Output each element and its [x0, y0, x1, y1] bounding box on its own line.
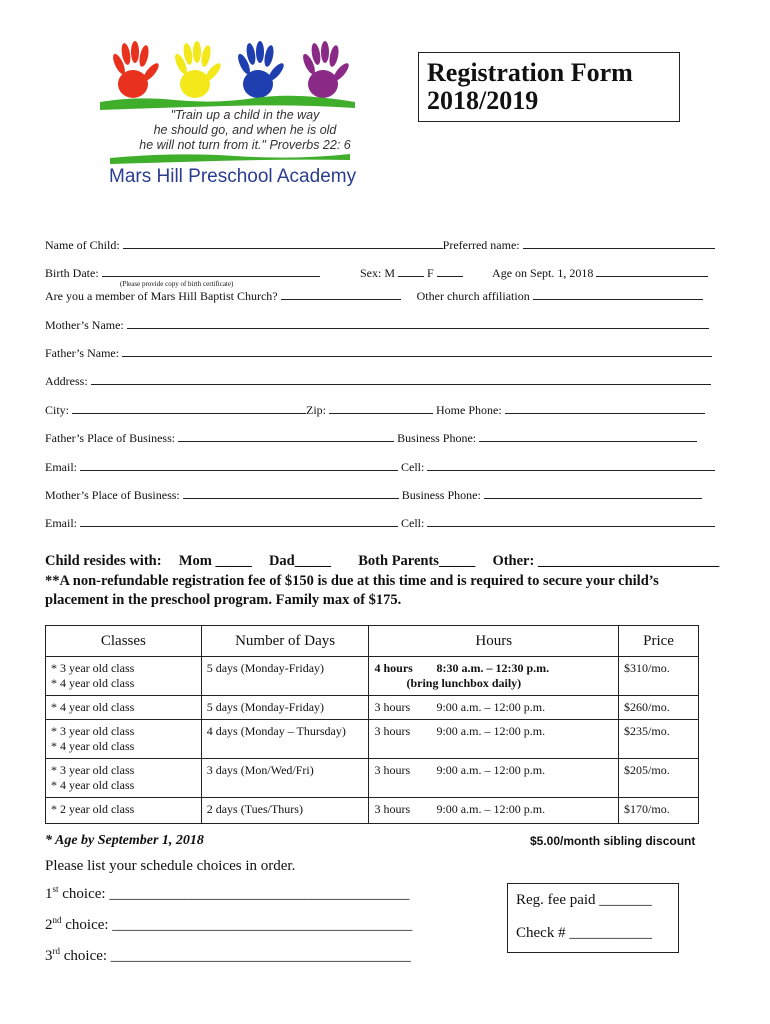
mothers-email-field[interactable] — [80, 516, 398, 527]
purple-handprint-icon — [301, 41, 351, 98]
form-title: Registration Form — [427, 58, 633, 87]
price-cell: $235/mo. — [619, 720, 699, 759]
header-price: Price — [619, 626, 699, 657]
choice-3-suffix: rd — [52, 946, 60, 956]
age-label: Age on Sept. 1, 2018 — [492, 266, 594, 280]
city-field[interactable] — [72, 403, 306, 414]
fathers-email-field[interactable] — [80, 460, 398, 471]
class-item: * 4 year old class — [51, 700, 135, 714]
preferred-name-field[interactable] — [523, 238, 715, 249]
church-member-label: Are you a member of Mars Hill Baptist Church? — [45, 289, 278, 303]
form-year: 2018/2019 — [427, 86, 539, 115]
row-mothers-name — [45, 318, 709, 333]
fathers-name-field[interactable] — [122, 346, 712, 357]
time-cell: 9:00 a.m. – 12:00 p.m. — [436, 802, 546, 816]
class-item: * 4 year old class — [51, 778, 135, 792]
mothers-business-phone-field[interactable] — [484, 488, 702, 499]
header-hours: Hours — [369, 626, 619, 657]
choice-3-label: choice: ________________________________________ — [60, 948, 411, 964]
choice-1-number: 1 — [45, 886, 53, 902]
class-item: * 3 year old class — [51, 661, 135, 675]
yellow-handprint-icon — [173, 41, 223, 98]
resides-mom[interactable]: Mom _____ — [178, 553, 252, 569]
time-cell: 9:00 a.m. – 12:00 p.m. — [436, 724, 546, 738]
cell-label-2: Cell: — [401, 516, 425, 530]
mothers-cell-field[interactable] — [427, 516, 715, 527]
mothers-name-field[interactable] — [127, 318, 709, 329]
class-item: * 4 year old class — [51, 676, 135, 690]
fathers-cell-field[interactable] — [427, 460, 715, 471]
sex-f-field[interactable] — [437, 266, 463, 277]
age-field[interactable] — [596, 266, 708, 277]
blue-handprint-icon — [236, 41, 286, 98]
hours-cell: 3 hours — [374, 763, 411, 777]
title-box — [418, 52, 680, 122]
table-row — [46, 720, 699, 759]
price-cell: $260/mo. — [619, 696, 699, 720]
choice-2-suffix: nd — [52, 915, 62, 925]
sibling-discount: $5.00/month sibling discount — [530, 834, 696, 848]
address-label: Address: — [45, 374, 88, 388]
row-email-2 — [45, 516, 715, 531]
cell-label: Cell: — [401, 460, 425, 474]
preferred-name-label: Preferred name: — [442, 238, 520, 252]
mothers-business-phone-label: Business Phone: — [401, 488, 481, 502]
fathers-business-field[interactable] — [178, 431, 394, 442]
red-handprint-icon — [111, 41, 161, 98]
time-cell: 8:30 a.m. – 12:30 p.m. — [436, 661, 550, 675]
row-fathers-business — [45, 431, 697, 446]
birth-date-label: Birth Date: — [45, 266, 99, 280]
birth-date-field[interactable] — [102, 266, 320, 277]
city-label: City: — [45, 403, 70, 417]
choice-2-field[interactable] — [45, 915, 412, 934]
header-days: Number of Days — [201, 626, 369, 657]
zip-field[interactable] — [329, 403, 433, 414]
table-header-row — [46, 626, 699, 657]
age-note: * Age by September 1, 2018 — [45, 833, 204, 848]
schedule-intro: Please list your schedule choices in order. — [45, 858, 296, 874]
hours-cell: 3 hours — [374, 724, 411, 738]
days-cell: 3 days (Mon/Wed/Fri) — [201, 759, 369, 798]
class-schedule-table — [45, 625, 699, 824]
price-cell: $205/mo. — [619, 759, 699, 798]
resides-dad[interactable]: Dad_____ — [268, 553, 331, 569]
mothers-name-label: Mother’s Name: — [45, 318, 124, 332]
time-cell: 9:00 a.m. – 12:00 p.m. — [436, 763, 546, 777]
church-member-field[interactable] — [281, 289, 401, 300]
home-phone-label: Home Phone: — [436, 403, 502, 417]
school-name: Mars Hill Preschool Academy — [109, 166, 357, 187]
resides-with-row — [45, 553, 719, 570]
price-cell: $310/mo. — [619, 657, 699, 696]
logo-quote-line-3: he will not turn from it." Proverbs 22: 6 — [139, 138, 351, 152]
class-item: * 4 year old class — [51, 739, 135, 753]
choice-1-label: choice: ________________________________________ — [58, 886, 410, 902]
sex-m-field[interactable] — [398, 266, 424, 277]
class-item: * 3 year old class — [51, 763, 135, 777]
table-row — [46, 759, 699, 798]
choice-3-field[interactable] — [45, 946, 411, 965]
price-cell: $170/mo. — [619, 798, 699, 824]
school-logo — [95, 40, 360, 200]
resides-other[interactable]: Other: _________________________ — [492, 553, 720, 569]
fathers-business-label: Father’s Place of Business: — [45, 431, 176, 445]
choice-2-number: 2 — [45, 917, 53, 933]
days-cell: 4 days (Monday – Thursday) — [201, 720, 369, 759]
row-birth-date — [45, 266, 320, 281]
reg-fee-paid-field[interactable]: Reg. fee paid _______ — [516, 892, 652, 908]
days-cell: 5 days (Monday-Friday) — [201, 696, 369, 720]
row-address — [45, 374, 711, 389]
class-item: * 2 year old class — [51, 802, 135, 816]
table-row — [46, 696, 699, 720]
email-label-2: Email: — [45, 516, 77, 530]
fee-note-line-1: **A non-refundable registration fee of $150 is due at this time and is required to secure your child’s — [45, 573, 659, 589]
hours-cell: 3 hours — [374, 700, 411, 714]
fathers-name-label: Father’s Name: — [45, 346, 120, 360]
header-classes: Classes — [46, 626, 202, 657]
birth-certificate-note: (Please provide copy of birth certificate) — [120, 280, 234, 288]
row-fathers-name — [45, 346, 712, 361]
home-phone-field[interactable] — [505, 403, 705, 414]
row-church — [45, 289, 703, 304]
fathers-business-phone-label: Business Phone: — [397, 431, 477, 445]
choice-2-label: choice: ________________________________________ — [61, 917, 413, 933]
other-affiliation-label: Other church affiliation — [416, 289, 530, 303]
row-city — [45, 403, 705, 418]
zip-label: Zip: — [306, 403, 327, 417]
days-cell: 5 days (Monday-Friday) — [201, 657, 369, 696]
office-use-box — [507, 883, 679, 953]
other-affiliation-field[interactable] — [533, 289, 703, 300]
row-sex-age — [360, 266, 708, 281]
logo-quote-line-1: "Train up a child in the way — [170, 108, 320, 122]
address-field[interactable] — [91, 374, 711, 385]
grass-stripe-bottom — [110, 154, 350, 164]
mothers-business-field[interactable] — [183, 488, 399, 499]
hours-cell: 4 hours — [374, 661, 413, 675]
choice-1-field[interactable] — [45, 884, 409, 903]
email-label: Email: — [45, 460, 77, 474]
resides-both[interactable]: Both Parents_____ — [358, 553, 476, 569]
check-number-field[interactable]: Check # ___________ — [516, 925, 652, 941]
name-of-child-field[interactable] — [123, 238, 443, 249]
sex-f-label: F — [427, 266, 434, 280]
row-mothers-business — [45, 488, 702, 503]
class-item: * 3 year old class — [51, 724, 135, 738]
days-cell: 2 days (Tues/Thurs) — [201, 798, 369, 824]
choice-1-suffix: st — [52, 884, 59, 894]
fee-note-line-2: placement in the preschool program. Family max of $175. — [45, 592, 402, 608]
resides-label: Child resides with: — [45, 553, 162, 569]
row-name-of-child — [45, 238, 715, 253]
fathers-business-phone-field[interactable] — [479, 431, 697, 442]
mothers-business-label: Mother’s Place of Business: — [45, 488, 180, 502]
lunchbox-note: (bring lunchbox daily) — [406, 676, 522, 690]
choice-3-number: 3 — [45, 948, 53, 964]
time-cell: 9:00 a.m. – 12:00 p.m. — [436, 700, 546, 714]
table-row — [46, 657, 699, 696]
hours-cell: 3 hours — [374, 802, 411, 816]
row-email-1 — [45, 460, 715, 475]
sex-label: Sex: M — [360, 266, 396, 280]
name-of-child-label: Name of Child: — [45, 238, 120, 252]
table-row — [46, 798, 699, 824]
logo-quote-line-2: he should go, and when he is old — [153, 123, 337, 137]
